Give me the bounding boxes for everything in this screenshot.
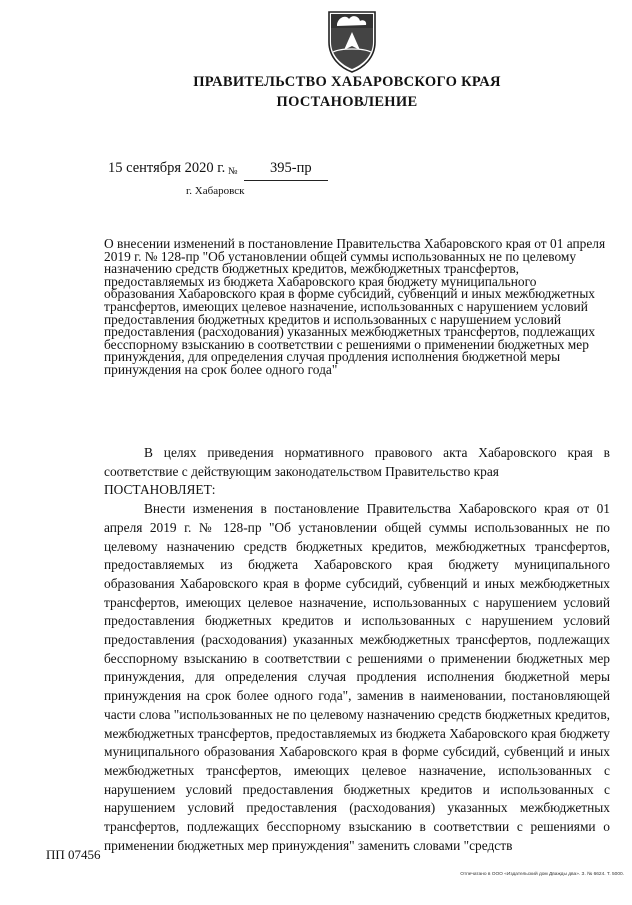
document-number: 395-пр (270, 160, 312, 176)
decree-word: ПОСТАНОВЛЯЕТ: (104, 482, 216, 498)
document-subject: О внесении изменений в постановление Правительства Хабаровского края от 01 апреля 2019 г. № 128-пр "Об установлении общей суммы использованных не по целевому назначению средств бюджетных кредитов, межбюджетных трансфертов, предоставляемых из бюджета Хабаровского края бюджету муниципального образования Хабаровского края в форме субсидий, субвенций и иных межбюджетных трансфертов, имеющих целевое назначение, использованных с нарушением условий предоставления бюджетных кредитов и использованных с нарушением условий предоставления (расходования) указанных межбюджетных трансфертов, подлежащих бесспорному взысканию в соответствии с решениями о применении бюджетных мер принуждения, для определения случая продления исполнения бюджетной меры принуждения на срок более одного года" (104, 236, 606, 377)
government-title: ПРАВИТЕЛЬСТВО ХАБАРОВСКОГО КРАЯ (193, 74, 501, 90)
document-date: 15 сентября 2020 г. (108, 160, 226, 176)
document-city: г. Хабаровск (186, 185, 245, 197)
document-type: ПОСТАНОВЛЕНИЕ (276, 94, 418, 110)
document-code: ПП 07456 (46, 847, 101, 862)
printer-imprint: Отпечатано в ООО «Издательский дом Дважды два». З. № 6624. Т. 5000. (460, 872, 624, 877)
document-body (104, 444, 610, 855)
main-paragraph: Внести изменения в постановление Правительства Хабаровского края от 01 апреля 2019 г. № 128-пр "Об установлении общей суммы использованных не по целевому назначению средств бюджетных кредитов, межбюджетных трансфертов, предоставляемых из бюджета Хабаровского края бюджету муниципального образования Хабаровского края в форме субсидий, субвенций и иных межбюджетных трансфертов, имеющих целевое назначение, использованных с нарушением условий предоставления бюджетных кредитов и использованных с нарушением условий предоставления (расходования) указанных межбюджетных трансфертов, подлежащих бесспорному взысканию в соответствии с решениями о применении бюджетных мер принуждения, для определения случая продления исполнения бюджетной меры принуждения на срок более одного года", заменив в наименовании, постановляющей части слова "использованных не по целевому назначению средств бюджетных кредитов, межбюджетных трансфертов, предоставляемых из бюджета Хабаровского края бюджету муниципального образования Хабаровского края в форме субсидий, субвенций и иных межбюджетных трансфертов, имеющих целевое назначение, использованных с нарушением условий предоставления бюджетных кредитов и использованных с нарушением условий предоставления (расходования) указанных межбюджетных трансфертов, подлежащих бесспорному взысканию в соответствии с решениями о применении бюджетных мер принуждения" заменить словами "средств (104, 501, 610, 853)
intro-paragraph: В целях приведения нормативного правового акта Хабаровского края в соответствие с действующим законодательством Правительство края (104, 445, 610, 479)
coat-of-arms-icon (325, 8, 379, 74)
number-underline (244, 180, 328, 181)
number-label: № (228, 166, 238, 177)
